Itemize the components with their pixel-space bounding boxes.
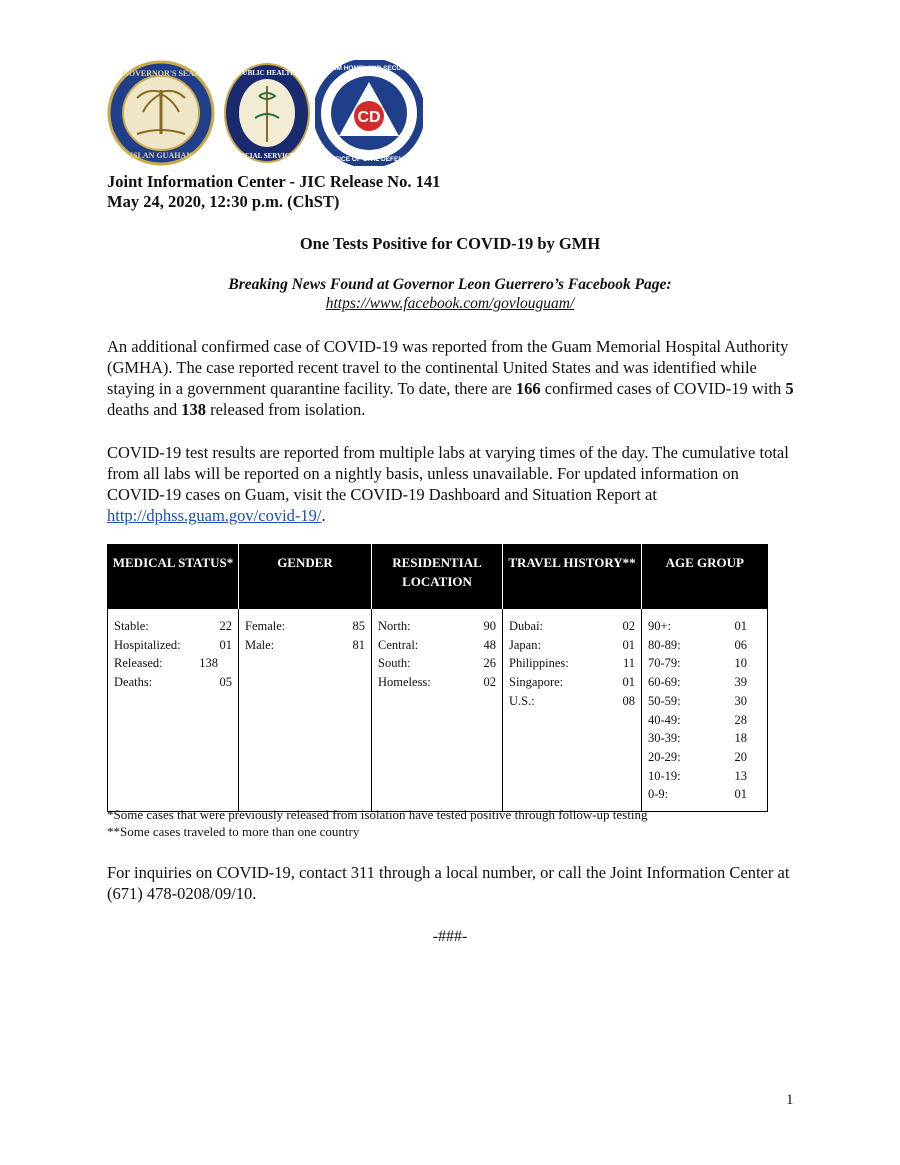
- para1-text-4: released from isolation.: [205, 400, 366, 419]
- table-row: Homeless: 02: [378, 675, 496, 690]
- table-row: 70-79: 10: [648, 656, 747, 671]
- facebook-link[interactable]: https://www.facebook.com/govlouguam/: [325, 295, 575, 312]
- table-row: Female: 85: [245, 619, 365, 633]
- table-row: 20-29: 20: [648, 749, 747, 764]
- released-count: 138: [181, 400, 206, 419]
- header-residential-location: RESIDENTIAL LOCATION: [372, 544, 503, 609]
- governors-seal-logo: [107, 60, 215, 166]
- paragraph-test-results: [107, 442, 797, 526]
- para2-end: .: [321, 506, 326, 525]
- header-age-group: AGE GROUP: [642, 544, 768, 609]
- table-row: U.S.: 08: [509, 693, 635, 708]
- footnote-released: *Some cases that were previously released from isolation have tested positive through follow-up testing: [107, 807, 648, 822]
- table-row: Dubai: 02: [509, 619, 635, 633]
- paragraph-inquiries: For inquiries on COVID-19, contact 311 through a local number, or call the Joint Information Center at (671) 478-0208/09/10.: [107, 863, 790, 903]
- table-row: Stable: 22: [114, 619, 232, 633]
- paragraph-case-report: [107, 336, 797, 420]
- table-row: 80-89: 06: [648, 637, 747, 652]
- logo-row: [107, 60, 427, 166]
- age-group-cell: [642, 609, 768, 812]
- svg-text:GOVERNOR'S SEAL: GOVERNOR'S SEAL: [122, 69, 200, 78]
- residential-cell: [372, 609, 503, 812]
- covid-stats-table: [107, 544, 768, 812]
- deaths-count: 5: [785, 379, 794, 398]
- svg-text:SOCIAL SERVICES: SOCIAL SERVICES: [235, 152, 299, 160]
- table-row: 50-59: 30: [648, 693, 747, 708]
- table-row: Philippines: 11: [509, 656, 635, 671]
- table-row: 0-9: 01: [648, 787, 747, 802]
- header-medical-status: MEDICAL STATUS*: [108, 544, 239, 609]
- release-date: May 24, 2020, 12:30 p.m. (ChST): [107, 192, 340, 211]
- table-row: Male: 81: [245, 637, 365, 652]
- table-row: Released: 138: [114, 656, 218, 671]
- public-health-logo: [223, 62, 311, 164]
- svg-text:PUBLIC HEALTH: PUBLIC HEALTH: [238, 69, 296, 77]
- homeland-security-logo: [315, 60, 423, 166]
- para1-text-2: confirmed cases of COVID-19 with: [540, 379, 786, 398]
- svg-text:ISLAN GUAHAN: ISLAN GUAHAN: [129, 151, 193, 160]
- para2-text: COVID-19 test results are reported from multiple labs at varying times of the day. The cumulative total from all labs will be reported on a nightly basis, unless unavailable. For updated information on COVID-19 cases on Guam, visit the COVID-19 Dashboard and Situation Report at: [107, 443, 789, 504]
- page-title: One Tests Positive for COVID-19 by GMH: [299, 234, 601, 253]
- table-row: South: 26: [378, 656, 496, 671]
- para1-text-3: deaths and: [107, 400, 182, 419]
- table-row: North: 90: [378, 619, 496, 633]
- table-row: Japan: 01: [509, 637, 635, 652]
- table-row: Singapore: 01: [509, 675, 635, 690]
- medical-status-cell: [108, 609, 239, 812]
- end-mark: -###-: [432, 928, 468, 945]
- gender-cell: [239, 609, 372, 812]
- table-row: Deaths: 05: [114, 675, 232, 690]
- header-travel-history: TRAVEL HISTORY**: [503, 544, 642, 609]
- svg-text:GUAM HOMELAND SECURITY: GUAM HOMELAND SECURITY: [322, 65, 416, 72]
- table-row: 90+: 01: [648, 619, 747, 633]
- table-row: 30-39: 18: [648, 731, 747, 746]
- svg-text:OFFICE OF CIVIL DEFENSE: OFFICE OF CIVIL DEFENSE: [326, 156, 412, 163]
- footnote-travel: **Some cases traveled to more than one country: [107, 824, 360, 839]
- table-row: 10-19: 13: [648, 768, 747, 783]
- travel-cell: [503, 609, 642, 812]
- table-row: 40-49: 28: [648, 712, 747, 727]
- breaking-news-text: Breaking News Found at Governor Leon Guerrero’s Facebook Page:: [228, 276, 672, 293]
- para1-text-1: An additional confirmed case of COVID-19 was reported from the Guam Memorial Hospital Authority (GMHA). The case reported recent travel to the continental United States and was identified while staying in a government quarantine facility. To date, there are: [107, 337, 789, 398]
- table-row: Hospitalized: 01: [114, 637, 232, 652]
- table-row: Central: 48: [378, 637, 496, 652]
- table-row: 60-69: 39: [648, 675, 747, 690]
- dashboard-link[interactable]: http://dphss.guam.gov/covid-19/: [107, 506, 322, 525]
- page-number: 1: [786, 1092, 794, 1108]
- confirmed-count: 166: [515, 379, 541, 398]
- header-gender: GENDER: [239, 544, 372, 609]
- svg-text:CD: CD: [357, 109, 381, 126]
- release-number: Joint Information Center - JIC Release No. 141: [107, 172, 441, 191]
